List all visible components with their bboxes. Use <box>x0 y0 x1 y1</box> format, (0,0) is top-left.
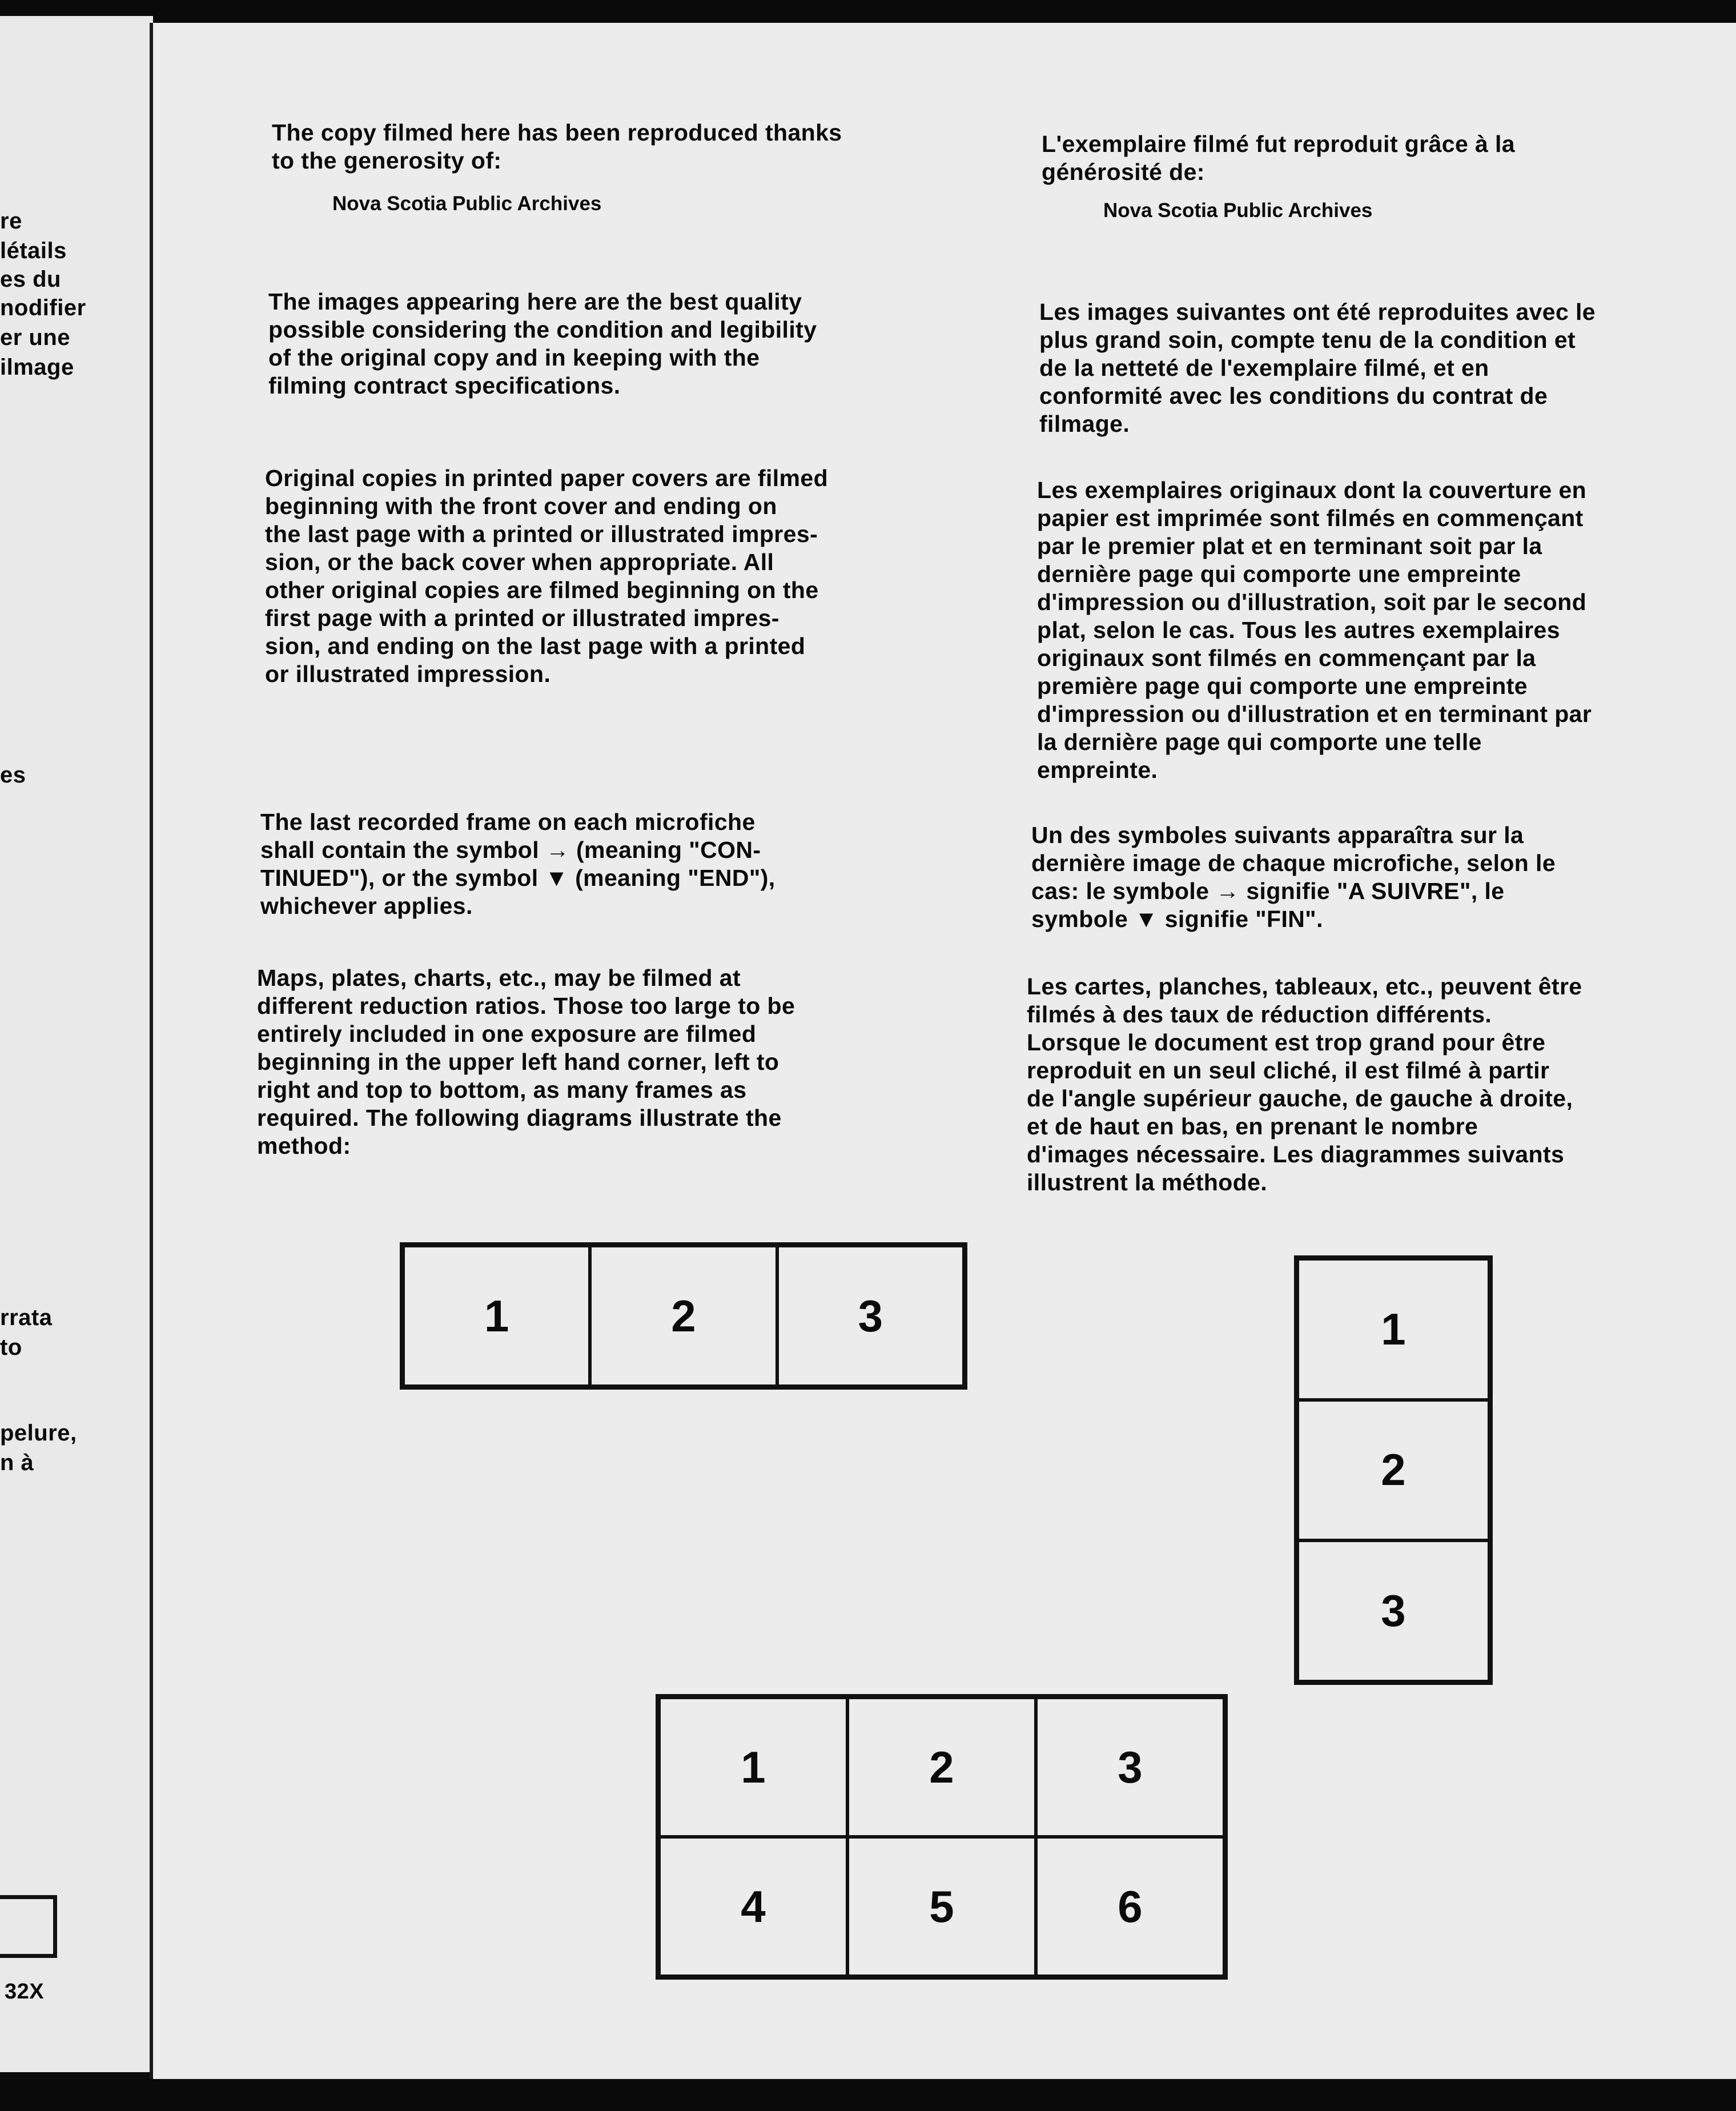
french-archives <box>1103 196 1372 224</box>
prev-fragment: es <box>0 762 26 788</box>
french-paragraph-maps <box>1027 973 1582 1197</box>
text-line: dernière page qui comporte une empreinte <box>1037 561 1521 587</box>
text-line: par le premier plat et en terminant soit par la <box>1037 533 1542 559</box>
english-paragraph-covers <box>265 464 828 688</box>
text-line: Maps, plates, charts, etc., may be filmed at <box>257 965 741 991</box>
text-line: shall contain the symbol → (meaning "CON- <box>260 837 761 863</box>
text-line: originaux sont filmés en commençant par la <box>1037 645 1536 671</box>
text-line: première page qui comporte une empreinte <box>1037 673 1528 699</box>
prev-fragment: létails <box>0 238 67 263</box>
prev-fragment: re <box>0 208 22 234</box>
english-intro <box>272 119 842 175</box>
text-line: dernière image de chaque microfiche, selon le <box>1031 850 1556 876</box>
english-archives <box>332 190 601 218</box>
prev-fragment: n à <box>0 1450 34 1475</box>
text-line: de la netteté de l'exemplaire filmé, et en <box>1039 355 1489 381</box>
frame-cell: 3 <box>1036 1697 1224 1837</box>
prev-fragment: ilmage <box>0 355 74 380</box>
text-line: or illustrated impression. <box>265 661 551 687</box>
film-border-bottom <box>0 2079 1736 2111</box>
french-intro <box>1042 130 1515 186</box>
text-line: plat, selon le cas. Tous les autres exemplaires <box>1037 617 1560 643</box>
text-line: the last page with a printed or illustrated impres- <box>265 521 818 547</box>
text-line: beginning with the front cover and ending on <box>265 493 777 519</box>
text-line: method: <box>257 1133 351 1159</box>
previous-page-fragment <box>0 16 153 2072</box>
archive-name: Nova Scotia Public Archives <box>332 192 602 215</box>
text-line: générosité de: <box>1042 159 1205 185</box>
text-line: cas: le symbole → signifie "A SUIVRE", le <box>1031 878 1505 904</box>
text-line: symbole ▼ signifie "FIN". <box>1031 906 1323 932</box>
text-line: Un des symboles suivants apparaîtra sur la <box>1031 822 1524 848</box>
text-line: papier est imprimée sont filmés en commençant <box>1037 505 1584 531</box>
text-line: beginning in the upper left hand corner, left to <box>257 1049 779 1075</box>
text-line: Les cartes, planches, tableaux, etc., peuvent être <box>1027 973 1582 1000</box>
frame-cell: 1 <box>659 1697 847 1837</box>
english-paragraph-maps <box>257 964 795 1160</box>
text-line: whichever applies. <box>260 893 473 919</box>
frame-cell: 2 <box>847 1697 1036 1837</box>
text-line: required. The following diagrams illustrate the <box>257 1105 782 1131</box>
frame-cell: 1 <box>403 1246 590 1386</box>
text-line: different reduction ratios. Those too large to be <box>257 993 795 1019</box>
french-paragraph-quality <box>1039 298 1596 438</box>
text-line: filmés à des taux de réduction différents. <box>1027 1001 1492 1028</box>
prev-fragment: pelure, <box>0 1420 77 1446</box>
text-line: sion, or the back cover when appropriate. All <box>265 549 774 575</box>
text-line: possible considering the condition and legibility <box>268 316 817 343</box>
text-line: of the original copy and in keeping with the <box>268 344 760 371</box>
frame-cell: 1 <box>1297 1259 1489 1400</box>
archive-name: Nova Scotia Public Archives <box>1103 199 1373 222</box>
text-line: de l'angle supérieur gauche, de gauche à droite, <box>1027 1085 1573 1111</box>
text-line: illustrent la méthode. <box>1027 1169 1268 1195</box>
text-line: filmage. <box>1039 411 1130 437</box>
diagram-row-of-three <box>400 1242 967 1390</box>
text-line: The last recorded frame on each microfiche <box>260 809 756 835</box>
prev-fragment: er une <box>0 325 71 350</box>
frame-cell: 3 <box>777 1246 964 1386</box>
resolution-target-box <box>0 1895 57 1958</box>
frame-cell: 3 <box>1297 1540 1489 1681</box>
diagram-two-by-three <box>656 1694 1228 1980</box>
french-paragraph-symbols <box>1031 821 1556 933</box>
prev-fragment: es du <box>0 267 61 292</box>
text-line: conformité avec les conditions du contrat de <box>1039 383 1548 409</box>
text-line: Les exemplaires originaux dont la couverture en <box>1037 477 1587 503</box>
text-line: other original copies are filmed beginning on the <box>265 577 819 603</box>
frame-cell: 5 <box>847 1837 1036 1976</box>
text-line: Original copies in printed paper covers are filmed <box>265 465 829 491</box>
text-line: empreinte. <box>1037 757 1158 783</box>
text-line: plus grand soin, compte tenu de la condition et <box>1039 327 1576 353</box>
text-line: entirely included in one exposure are filmed <box>257 1021 757 1047</box>
diagram-column-of-three <box>1294 1255 1493 1685</box>
film-border-top <box>0 0 1736 23</box>
prev-fragment: nodifier <box>0 295 86 320</box>
frame-cell: 2 <box>590 1246 777 1386</box>
text-line: The copy filmed here has been reproduced thanks <box>272 119 842 146</box>
text-line: Les images suivantes ont été reproduites avec le <box>1039 299 1596 325</box>
frame-cell: 2 <box>1297 1400 1489 1541</box>
text-line: sion, and ending on the last page with a printed <box>265 633 806 659</box>
text-line: Lorsque le document est trop grand pour être <box>1027 1029 1546 1056</box>
french-paragraph-covers <box>1037 476 1592 784</box>
text-line: The images appearing here are the best quality <box>268 288 802 315</box>
text-line: TINUED"), or the symbol ▼ (meaning "END"), <box>260 865 775 891</box>
english-paragraph-quality <box>268 288 817 400</box>
english-paragraph-symbols <box>260 808 775 920</box>
frame-cell: 4 <box>659 1837 847 1976</box>
prev-fragment: rrata <box>0 1305 53 1330</box>
text-line: first page with a printed or illustrated impres- <box>265 605 779 631</box>
prev-fragment: to <box>0 1335 22 1360</box>
text-line: et de haut en bas, en prenant le nombre <box>1027 1113 1478 1139</box>
frame-label: 32X <box>5 1980 45 2004</box>
text-line: L'exemplaire filmé fut reproduit grâce à la <box>1042 131 1515 157</box>
text-line: right and top to bottom, as many frames as <box>257 1077 747 1103</box>
text-line: d'impression ou d'illustration, soit par le second <box>1037 589 1587 615</box>
text-line: reproduit en un seul cliché, il est filmé à partir <box>1027 1057 1550 1083</box>
text-line: d'impression ou d'illustration et en terminant par <box>1037 701 1592 727</box>
text-line: to the generosity of: <box>272 147 502 174</box>
text-line: la dernière page qui comporte une telle <box>1037 729 1482 755</box>
text-line: d'images nécessaire. Les diagrammes suivants <box>1027 1141 1565 1167</box>
text-line: filming contract specifications. <box>268 372 621 399</box>
frame-cell: 6 <box>1036 1837 1224 1976</box>
